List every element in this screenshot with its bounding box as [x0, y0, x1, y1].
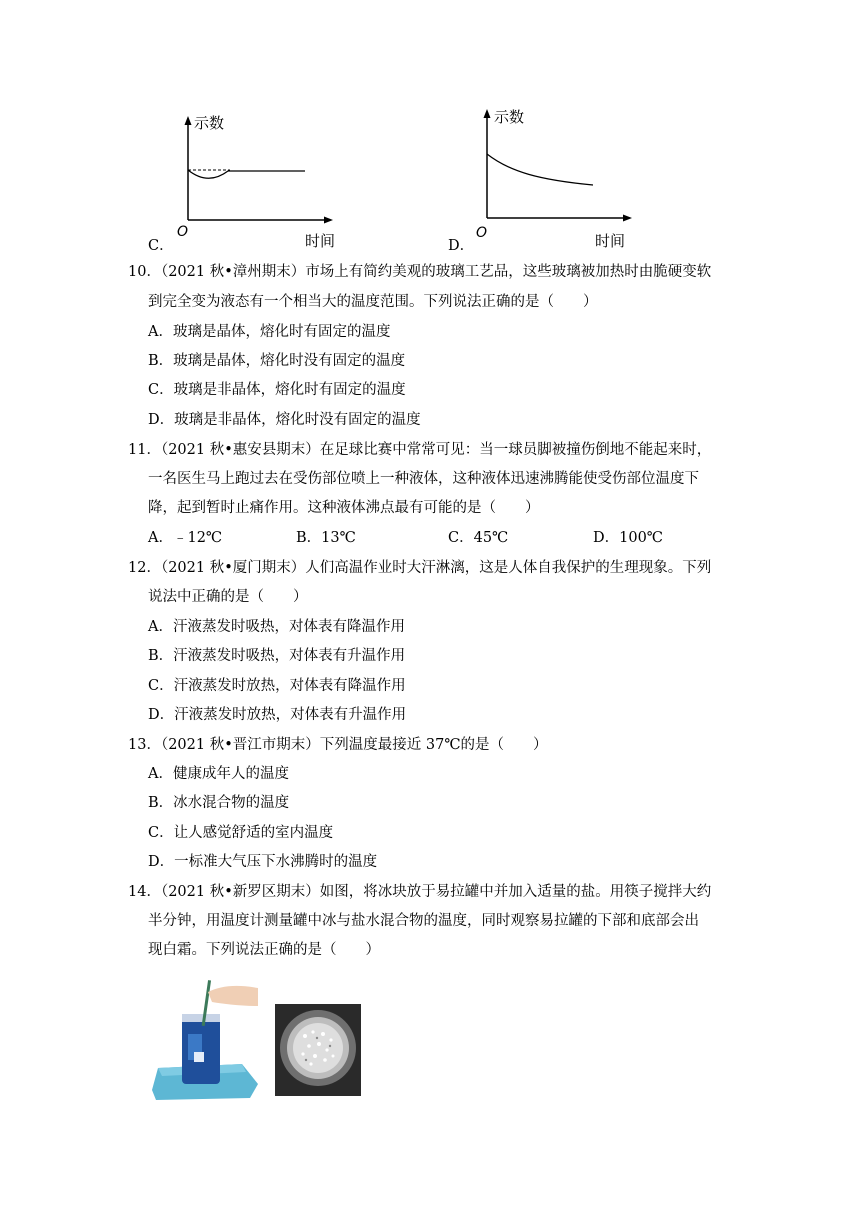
option-c-label: C．: [148, 238, 174, 254]
graph-d-y-arrow: [484, 109, 491, 118]
question-14-line-1: 14．（2021 秋•新罗区期末）如图，将冰块放于易拉罐中并加入适量的盐。用筷子搅拌大约: [128, 884, 712, 900]
question-11-line-1: 11．（2021 秋•惠安县期末）在足球比赛中常常可见：当一球员脚被撞伤倒地不能起来时，: [128, 442, 712, 458]
question-10-line-2: 到完全变为液态有一个相当大的温度范围。下列说法正确的是（ ）: [148, 294, 598, 310]
question-12-option-d: D．汗液蒸发时放热，对体表有升温作用: [148, 707, 407, 723]
photo-can-bottom-frost: [275, 1004, 361, 1096]
question-13-line-1: 13．（2021 秋•晋江市期末）下列温度最接近 37℃的是（ ）: [128, 737, 548, 753]
graph-c-ylabel: 示数: [194, 114, 225, 132]
question-11-line-3: 降，起到暂时止痛作用。这种液体沸点最有可能的是（ ）: [148, 500, 540, 516]
question-11-option-d: D．100℃: [593, 530, 664, 546]
question-10-option-a: A．玻璃是晶体，熔化时有固定的温度: [148, 324, 391, 340]
question-11-line-2: 一名医生马上跑过去在受伤部位喷上一种液体，这种液体迅速沸腾能使受伤部位温度下: [148, 471, 699, 487]
question-10-option-c: C．玻璃是非晶体，熔化时有固定的温度: [148, 382, 406, 398]
graph-d-x-arrow: [623, 215, 632, 222]
graph-c-curve: [188, 170, 305, 178]
question-14-line-2: 半分钟，用温度计测量罐中冰与盐水混合物的温度，同时观察易拉罐的下部和底部会出: [148, 913, 699, 929]
graph-d-xlabel: 时间: [595, 232, 626, 250]
graph-d-origin: O: [476, 225, 488, 241]
question-12-option-c: C．汗液蒸发时放热，对体表有降温作用: [148, 678, 406, 694]
graph-c-xlabel: 时间: [305, 232, 336, 250]
question-13-option-a: A．健康成年人的温度: [148, 766, 289, 782]
question-10-line-1: 10．（2021 秋•漳州期末）市场上有简约美观的玻璃工艺品，这些玻璃被加热时由脆硬变软: [128, 264, 712, 280]
graph-c-origin: O: [177, 224, 189, 240]
hand-shape: [208, 986, 258, 1006]
graph-c-x-arrow: [324, 217, 333, 224]
graph-c-y-arrow: [185, 116, 192, 125]
question-12-line-1: 12．（2021 秋•厦门期末）人们高温作业时大汗淋漓，这是人体自我保护的生理现象。下列: [128, 560, 712, 576]
graph-c: [170, 108, 350, 256]
graph-d-curve: [487, 154, 593, 185]
question-13-option-d: D．一标准大气压下水沸腾时的温度: [148, 854, 378, 870]
question-12-option-a: A．汗液蒸发时吸热，对体表有降温作用: [148, 619, 405, 635]
photo-can-stirring: [150, 972, 262, 1102]
question-10-option-d: D．玻璃是非晶体，熔化时没有固定的温度: [148, 412, 421, 428]
graph-d-ylabel: 示数: [494, 108, 525, 126]
question-11-option-b: B．13℃: [296, 530, 356, 546]
question-11-option-c: C．45℃: [448, 530, 509, 546]
question-11-option-a: A．﹣12℃: [148, 530, 223, 546]
question-14-line-3: 现白霜。下列说法正确的是（ ）: [148, 942, 380, 958]
graph-d: [470, 100, 650, 250]
question-10-option-b: B．玻璃是晶体，熔化时没有固定的温度: [148, 353, 406, 369]
question-13-option-c: C．让人感觉舒适的室内温度: [148, 825, 334, 841]
question-12-option-b: B．汗液蒸发时吸热，对体表有升温作用: [148, 648, 406, 664]
question-13-option-b: B．冰水混合物的温度: [148, 795, 290, 811]
option-d-label: D．: [448, 238, 475, 254]
question-12-line-2: 说法中正确的是（ ）: [148, 589, 308, 605]
